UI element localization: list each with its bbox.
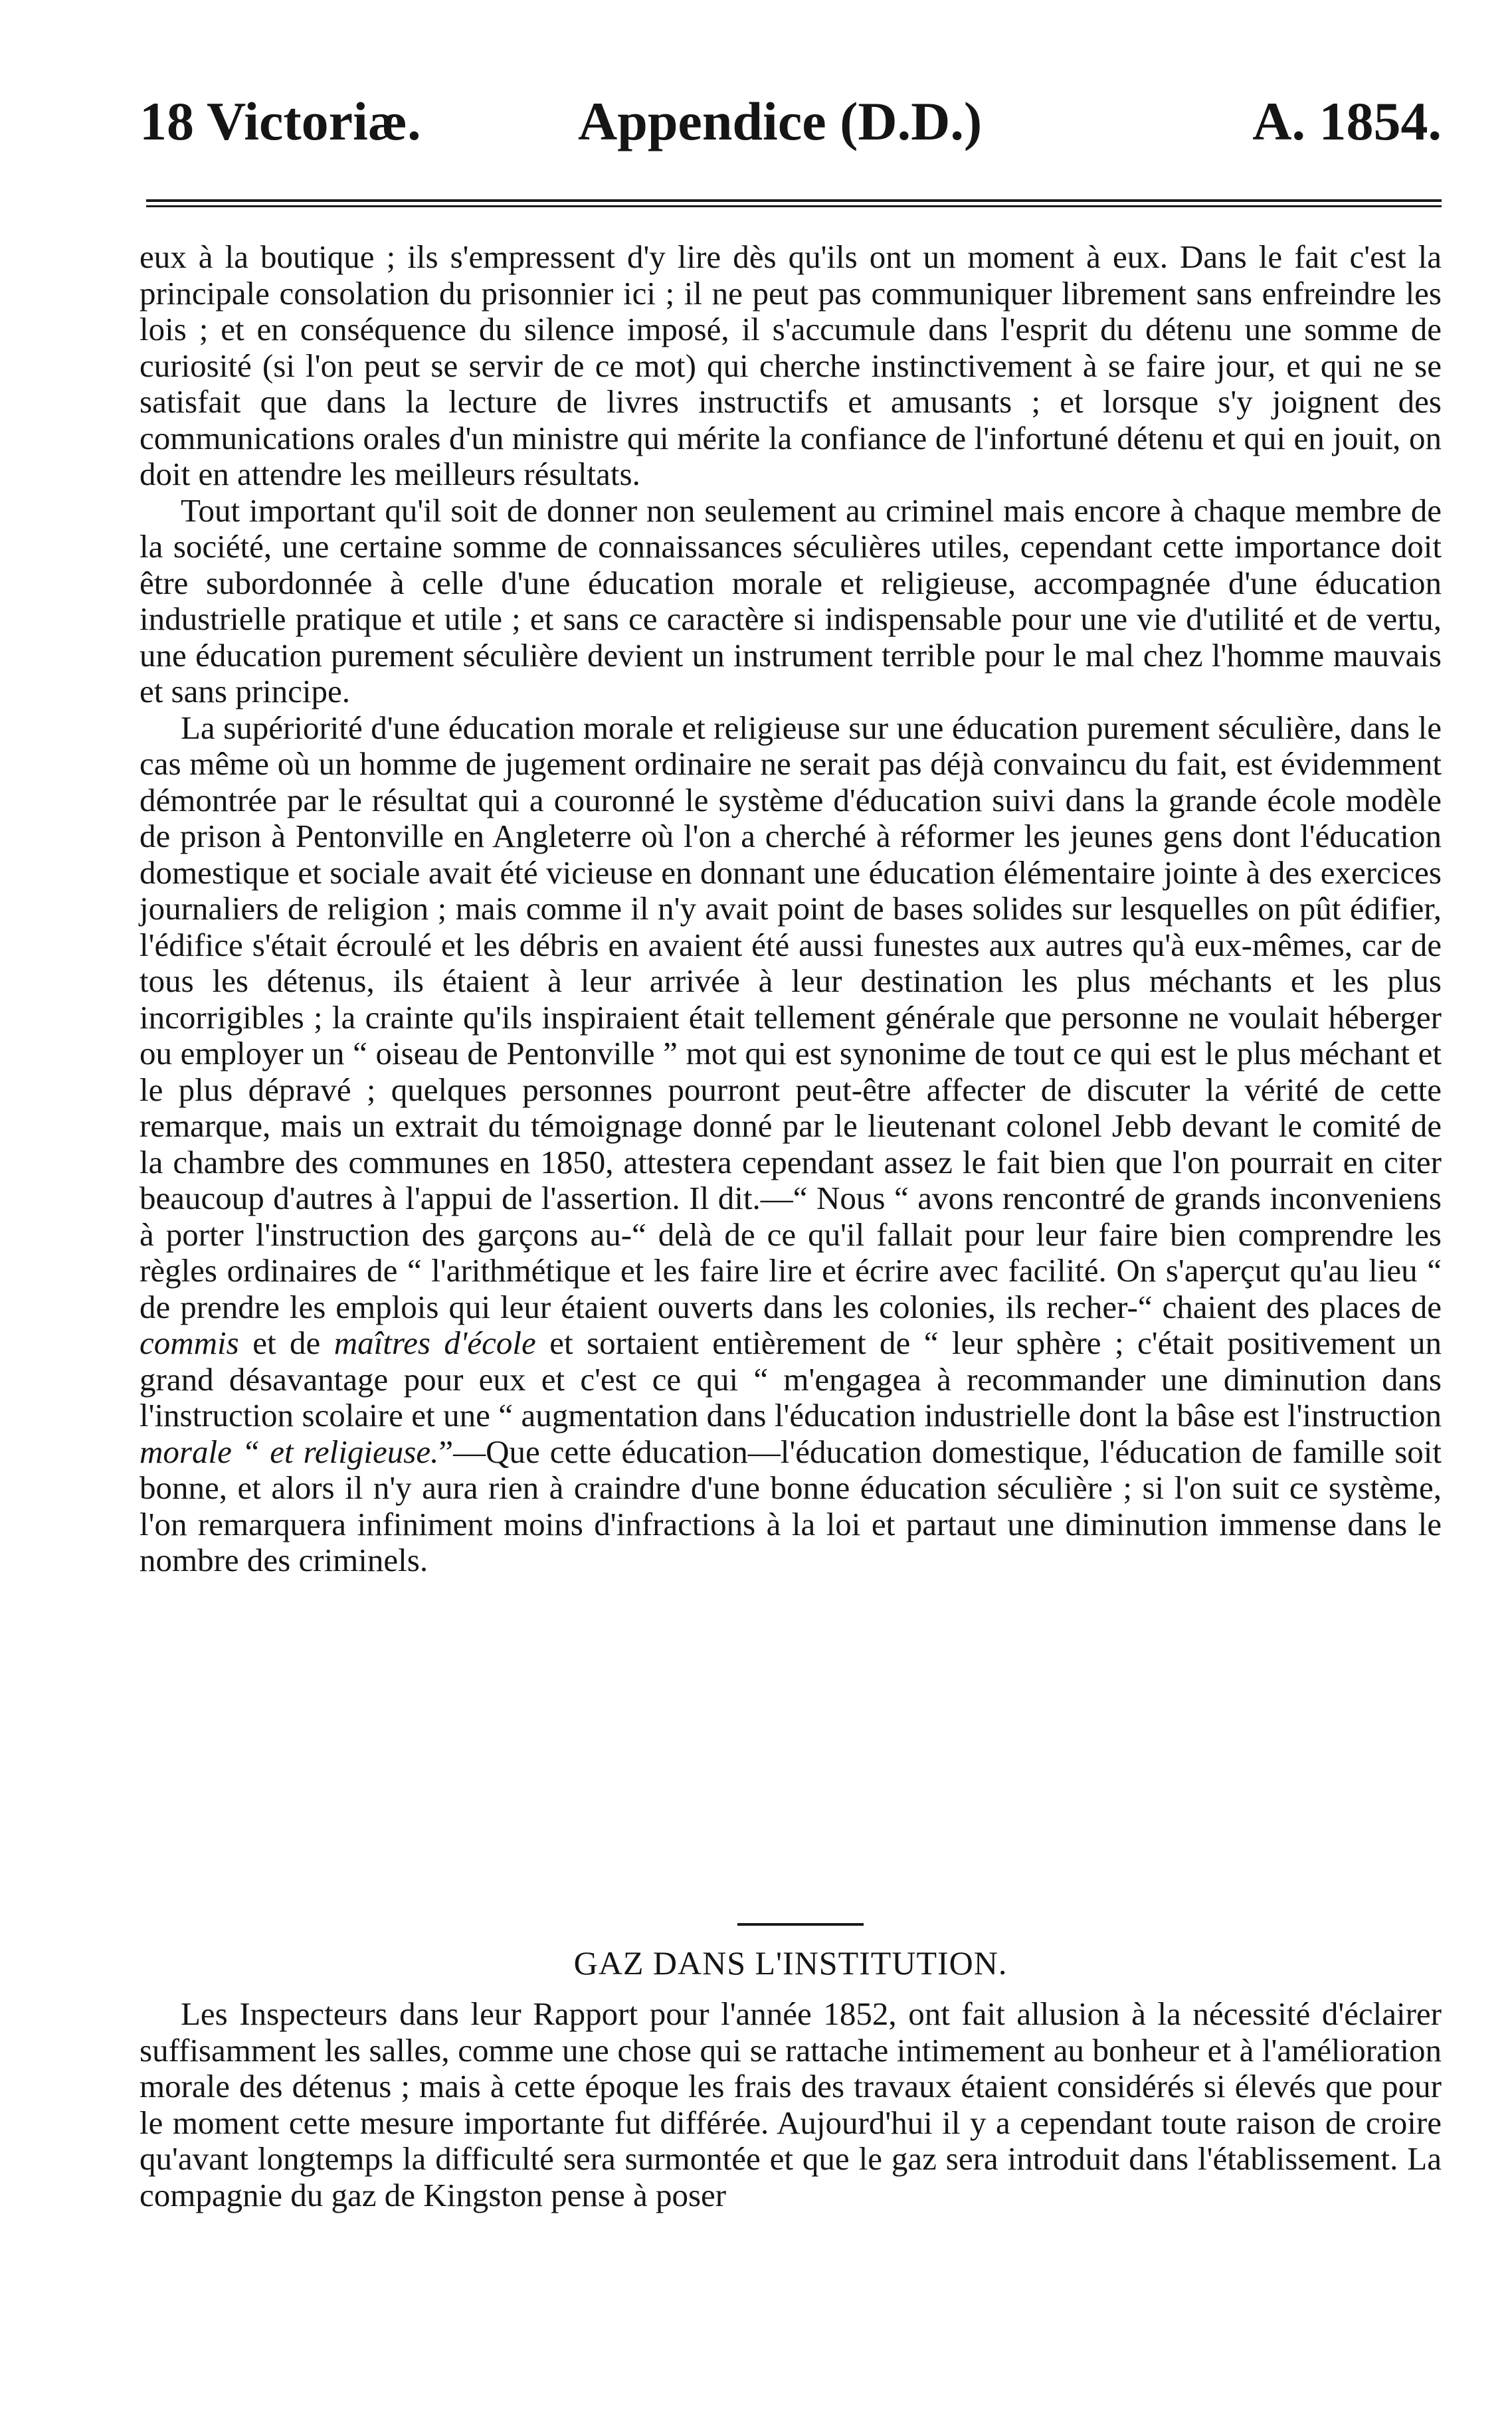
paragraph-3 [140, 710, 1442, 1579]
section-title: GAZ DANS L'INSTITUTION. [573, 1944, 1008, 1982]
paragraph-3-end: ”—Que cette éducation—l'éducation domestique, l'éducation de famille soit bonne, et alors il n'y aura rien à craindre d'une bonne éducation séculière ; si l'on suit ce système, l'on remarquera infiniment moins d'infractions à la loi et partaut une diminution immense dans le nombre des criminels. [140, 1433, 1442, 1578]
header-year: A. 1854. [1252, 91, 1442, 151]
body-text [140, 239, 1442, 1579]
section-body [140, 1996, 1442, 2213]
italic-maitres-ecole: maîtres d'école [333, 1325, 536, 1361]
paragraph-3-mid-1: et de [252, 1325, 321, 1361]
paragraph-3-text: La supériorité d'une éducation morale et religieuse sur une éducation purement séculière, dans le cas même où un homme de jugement ordinaire ne serait pas déjà convaincu du fait, est évidemment démontrée par le résultat qui a couronné le système d'éducation suivi dans la grande école modèle de prison à Pentonville en Angleterre où l'on a cherché à réformer les jeunes gens dont l'éducation domestique et sociale avait été vicieuse en donnant une éducation élémentaire jointe à des exercices journaliers de religion ; mais comme il n'y avait point de bases solides sur lesquelles on pût édifier, l'édifice s'était écroulé et les débris en avaient été aussi funestes aux autres qu'à eux-mêmes, car de tous les détenus, ils étaient à leur arrivée à leur destination les plus méchants et les plus incorrigibles ; la crainte qu'ils inspiraient était tellement générale que personne ne voulait héberger ou employer un “ oiseau de Pentonville ” mot qui est synonime de tout ce qui est le plus méchant et le plus dépravé ; quelques personnes pourront peut-être affecter de discuter la vérité de cette remarque, mais un extrait du témoignage donné par le lieutenant colonel Jebb devant le comité de la chambre des communes en 1850, attestera cependant assez le fait bien que l'on pourrait en citer beaucoup d'autres à l'appui de l'assertion. Il dit.—“ Nous “ avons rencontré de grands inconveniens à porter l'instruction des garçons au-“ delà de ce qu'il fallait pour leur faire bien comprendre les règles ordinaires de “ l'arithmétique et les faire lire et écrire avec facilité. On s'aperçut qu'au lieu “ de prendre les emplois qui leur étaient ouverts dans les colonies, ils recher-“ chaient des places de [140, 709, 1442, 1325]
section-paragraph: Les Inspecteurs dans leur Rapport pour l'année 1852, ont fait allusion à la nécessité d'éclairer suffisamment les salles, comme une chose qui se rattache intimement au bonheur et à l'amélioration morale des détenus ; mais à cette époque les frais des travaux étaient considérés si élevés que pour le moment cette mesure importante fut différée. Aujourd'hui il y a cependant toute raison de croire qu'avant longtemps la difficulté sera surmontée et que le gaz sera introduit dans l'établissement. La compagnie du gaz de Kingston pense à poser [140, 1995, 1442, 2213]
header-regnal-year: 18 Victoriæ. [140, 91, 421, 151]
paragraph-1: eux à la boutique ; ils s'empressent d'y lire dès qu'ils ont un moment à eux. Dans le fait c'est la principale consolation du prisonnier ici ; il ne peut pas communiquer librement sans enfreindre les lois ; et en conséquence du silence imposé, il s'accumule dans l'esprit du détenu une somme de curiosité (si l'on peut se servir de ce mot) qui cherche instinctivement à se faire jour, et qui ne se satisfait que dans la lecture de livres instructifs et amusants ; et lorsque s'y joignent des communications orales d'un ministre qui mérite la confiance de l'infortuné détenu et qui en jouit, on doit en attendre les meilleurs résultats. [140, 238, 1442, 492]
header-double-rule [146, 199, 1442, 207]
italic-commis: commis [140, 1325, 239, 1361]
italic-morale-religieuse: morale “ et religieuse. [140, 1433, 439, 1470]
paragraph-3-mid-2: et sortaient entièrement de “ leur sphère ; c'était positivement un grand désavantage pour eux et c'est ce qui “ m'engagea à recommander une diminution dans l'instruction scolaire et une “ augmentation dans l'éducation industrielle dont la bâse est l'instruction [140, 1325, 1442, 1434]
section-short-rule [737, 1923, 864, 1926]
document-page [140, 0, 1442, 2410]
header-appendix: Appendice (D.D.) [578, 91, 983, 151]
running-header [140, 85, 1442, 158]
paragraph-2: Tout important qu'il soit de donner non seulement au criminel mais encore à chaque membre de la société, une certaine somme de connaissances séculières utiles, cependant cette importance doit être subordonnée à celle d'une éducation morale et religieuse, accompagnée d'une éducation industrielle pratique et utile ; et sans ce caractère si indispensable pour une vie d'utilité et de vertu, une éducation purement séculière devient un instrument terrible pour le mal chez l'homme mauvais et sans principe. [140, 492, 1442, 709]
